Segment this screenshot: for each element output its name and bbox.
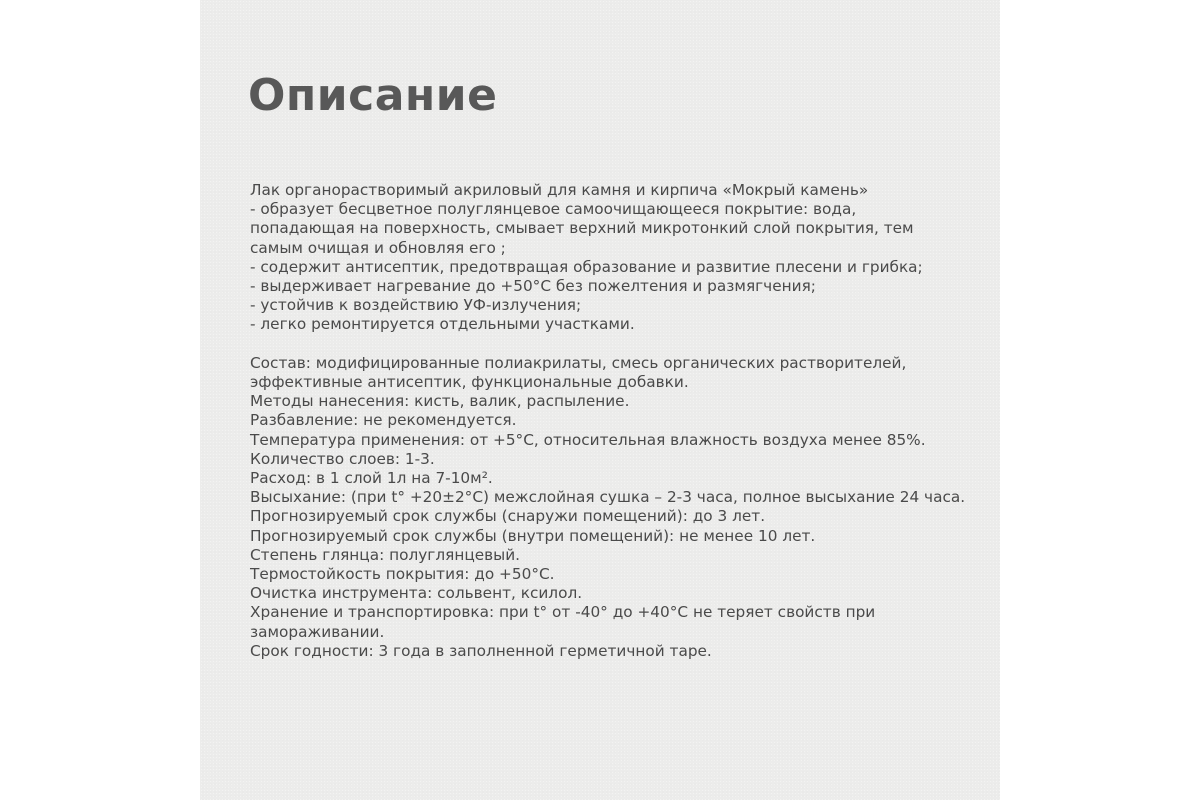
intro-line: - образует бесцветное полуглянцевое самоочищающееся покрытие: вода, — [250, 200, 857, 219]
intro-line: - легко ремонтируется отдельными участками. — [250, 315, 635, 334]
intro-line: попадающая на поверхность, смывает верхний микротонкий слой покрытия, тем — [250, 219, 914, 238]
specs-paragraph — [250, 354, 980, 661]
spec-line: Методы нанесения: кисть, валик, распыление. — [250, 392, 630, 411]
description-card — [200, 0, 1000, 800]
spec-line: Расход: в 1 слой 1л на 7-10м². — [250, 469, 493, 488]
spec-line: Прогнозируемый срок службы (снаружи помещений): до 3 лет. — [250, 507, 766, 526]
page-title: Описание — [248, 70, 498, 121]
intro-line: Лак органорастворимый акриловый для камня и кирпича «Мокрый камень» — [250, 181, 869, 199]
intro-paragraph — [250, 181, 980, 335]
description-body — [250, 181, 980, 661]
spec-line: Хранение и транспортировка: при t° от -40° до +40°С не теряет свойств при — [250, 603, 876, 622]
spec-line: эффективные антисептик, функциональные добавки. — [250, 373, 689, 392]
spec-line: Разбавление: не рекомендуется. — [250, 411, 517, 430]
spec-line: Прогнозируемый срок службы (внутри помещений): не менее 10 лет. — [250, 526, 816, 545]
spec-line: Термостойкость покрытия: до +50°С. — [250, 565, 555, 584]
paragraph-gap — [250, 335, 980, 354]
spec-line: Степень глянца: полуглянцевый. — [250, 545, 521, 564]
spec-line: Количество слоев: 1-3. — [250, 449, 435, 468]
intro-line: - содержит антисептик, предотвращая образование и развитие плесени и грибка; — [250, 257, 923, 276]
spec-line: Состав: модифицированные полиакрилаты, смесь органических растворителей, — [250, 353, 907, 372]
spec-line: Очистка инструмента: сольвент, ксилол. — [250, 584, 583, 603]
spec-line: замораживании. — [250, 622, 385, 641]
intro-line: - выдерживает нагревание до +50°С без пожелтения и размягчения; — [250, 277, 816, 296]
intro-line: самым очищая и обновляя его ; — [250, 238, 506, 257]
intro-line: - устойчив к воздействию УФ-излучения; — [250, 296, 582, 315]
spec-line: Высыхание: (при t° +20±2°С) межслойная сушка – 2-3 часа, полное высыхание 24 часа. — [250, 488, 966, 507]
spec-line: Температура применения: от +5°С, относительная влажность воздуха менее 85%. — [250, 430, 926, 449]
spec-line: Срок годности: 3 года в заполненной герметичной таре. — [250, 641, 712, 660]
